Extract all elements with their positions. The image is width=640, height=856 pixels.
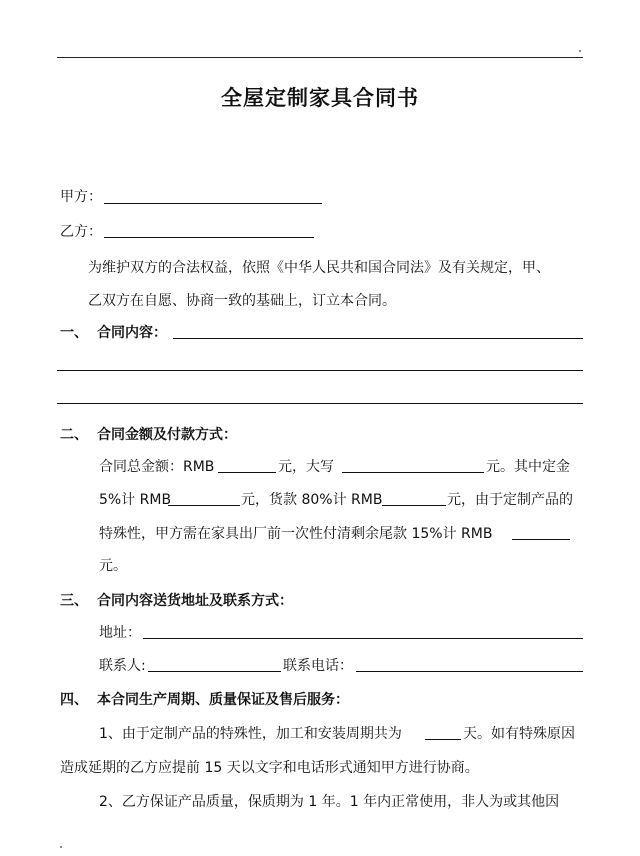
section-2-heading: 合同金额及付款方式：: [97, 427, 237, 443]
production-days-blank[interactable]: [425, 739, 461, 740]
clause-1-text: 1、由于定制产品的特殊性，加工和安装周期共为: [99, 726, 402, 742]
party-b-label: 乙方：: [60, 224, 102, 240]
contact-blank[interactable]: [148, 671, 281, 672]
deposit-label: 5%计 RMB: [99, 492, 172, 508]
party-a-label: 甲方：: [60, 189, 102, 205]
section-4-number: 四、: [60, 692, 88, 708]
goods-payment-tail-text: 元，由于定制产品的: [447, 492, 573, 508]
total-amount-blank[interactable]: [218, 472, 276, 473]
balance-unit: 元。: [99, 558, 127, 574]
clause-1-line-2: 造成延期的乙方应提前 15 天以文字和电话形式通知甲方进行协商。: [60, 760, 479, 776]
section-1-number: 一、: [60, 325, 88, 341]
address-label: 地址：: [99, 625, 141, 641]
page-mark-bottom: [60, 846, 62, 848]
party-b-blank[interactable]: [104, 237, 314, 238]
section-3-heading: 合同内容送货地址及联系方式：: [97, 593, 293, 609]
header-rule: [57, 57, 583, 58]
section-4-heading: 本合同生产周期、质量保证及售后服务：: [97, 692, 349, 708]
intro-line-1: 为维护双方的合法权益，依照《中华人民共和国合同法》及有关规定，甲、: [88, 260, 550, 276]
goods-payment-blank[interactable]: [382, 505, 446, 506]
amount-in-words-blank[interactable]: [342, 472, 484, 473]
balance-text: 特殊性，甲方需在家具出厂前一次性付清剩余尾款 15%计 RMB: [99, 526, 493, 542]
clause-2-text: 2、乙方保证产品质量，保质期为 1 年。1 年内正常使用，非人为或其他因: [99, 794, 560, 810]
address-blank[interactable]: [143, 638, 583, 639]
section-3-number: 三、: [60, 593, 88, 609]
phone-label: 联系电话：: [283, 658, 353, 674]
party-a-blank[interactable]: [104, 203, 322, 204]
deposit-blank[interactable]: [168, 505, 240, 506]
section-1-heading: 合同内容：: [97, 325, 167, 341]
contract-content-blank-3[interactable]: [57, 403, 583, 404]
total-amount-label: 合同总金额：RMB: [99, 459, 215, 475]
clause-1-days-text: 天。如有特殊原因: [463, 726, 575, 742]
section-2-number: 二、: [60, 427, 88, 443]
deposit-intro-text: 元。其中定金: [486, 459, 570, 475]
page-mark-top: [579, 50, 581, 52]
intro-line-2: 乙双方在自愿、协商一致的基础上，订立本合同。: [88, 293, 396, 309]
amount-in-words-label: 元，大写: [278, 459, 334, 475]
goods-payment-label: 元，货款 80%计 RMB: [241, 492, 383, 508]
contact-label: 联系人:: [99, 658, 146, 674]
contract-content-blank-2[interactable]: [57, 370, 583, 371]
balance-blank[interactable]: [512, 539, 570, 540]
contract-content-blank-1[interactable]: [173, 338, 583, 339]
phone-blank[interactable]: [356, 671, 583, 672]
document-title: 全屋定制家具合同书: [221, 86, 419, 110]
